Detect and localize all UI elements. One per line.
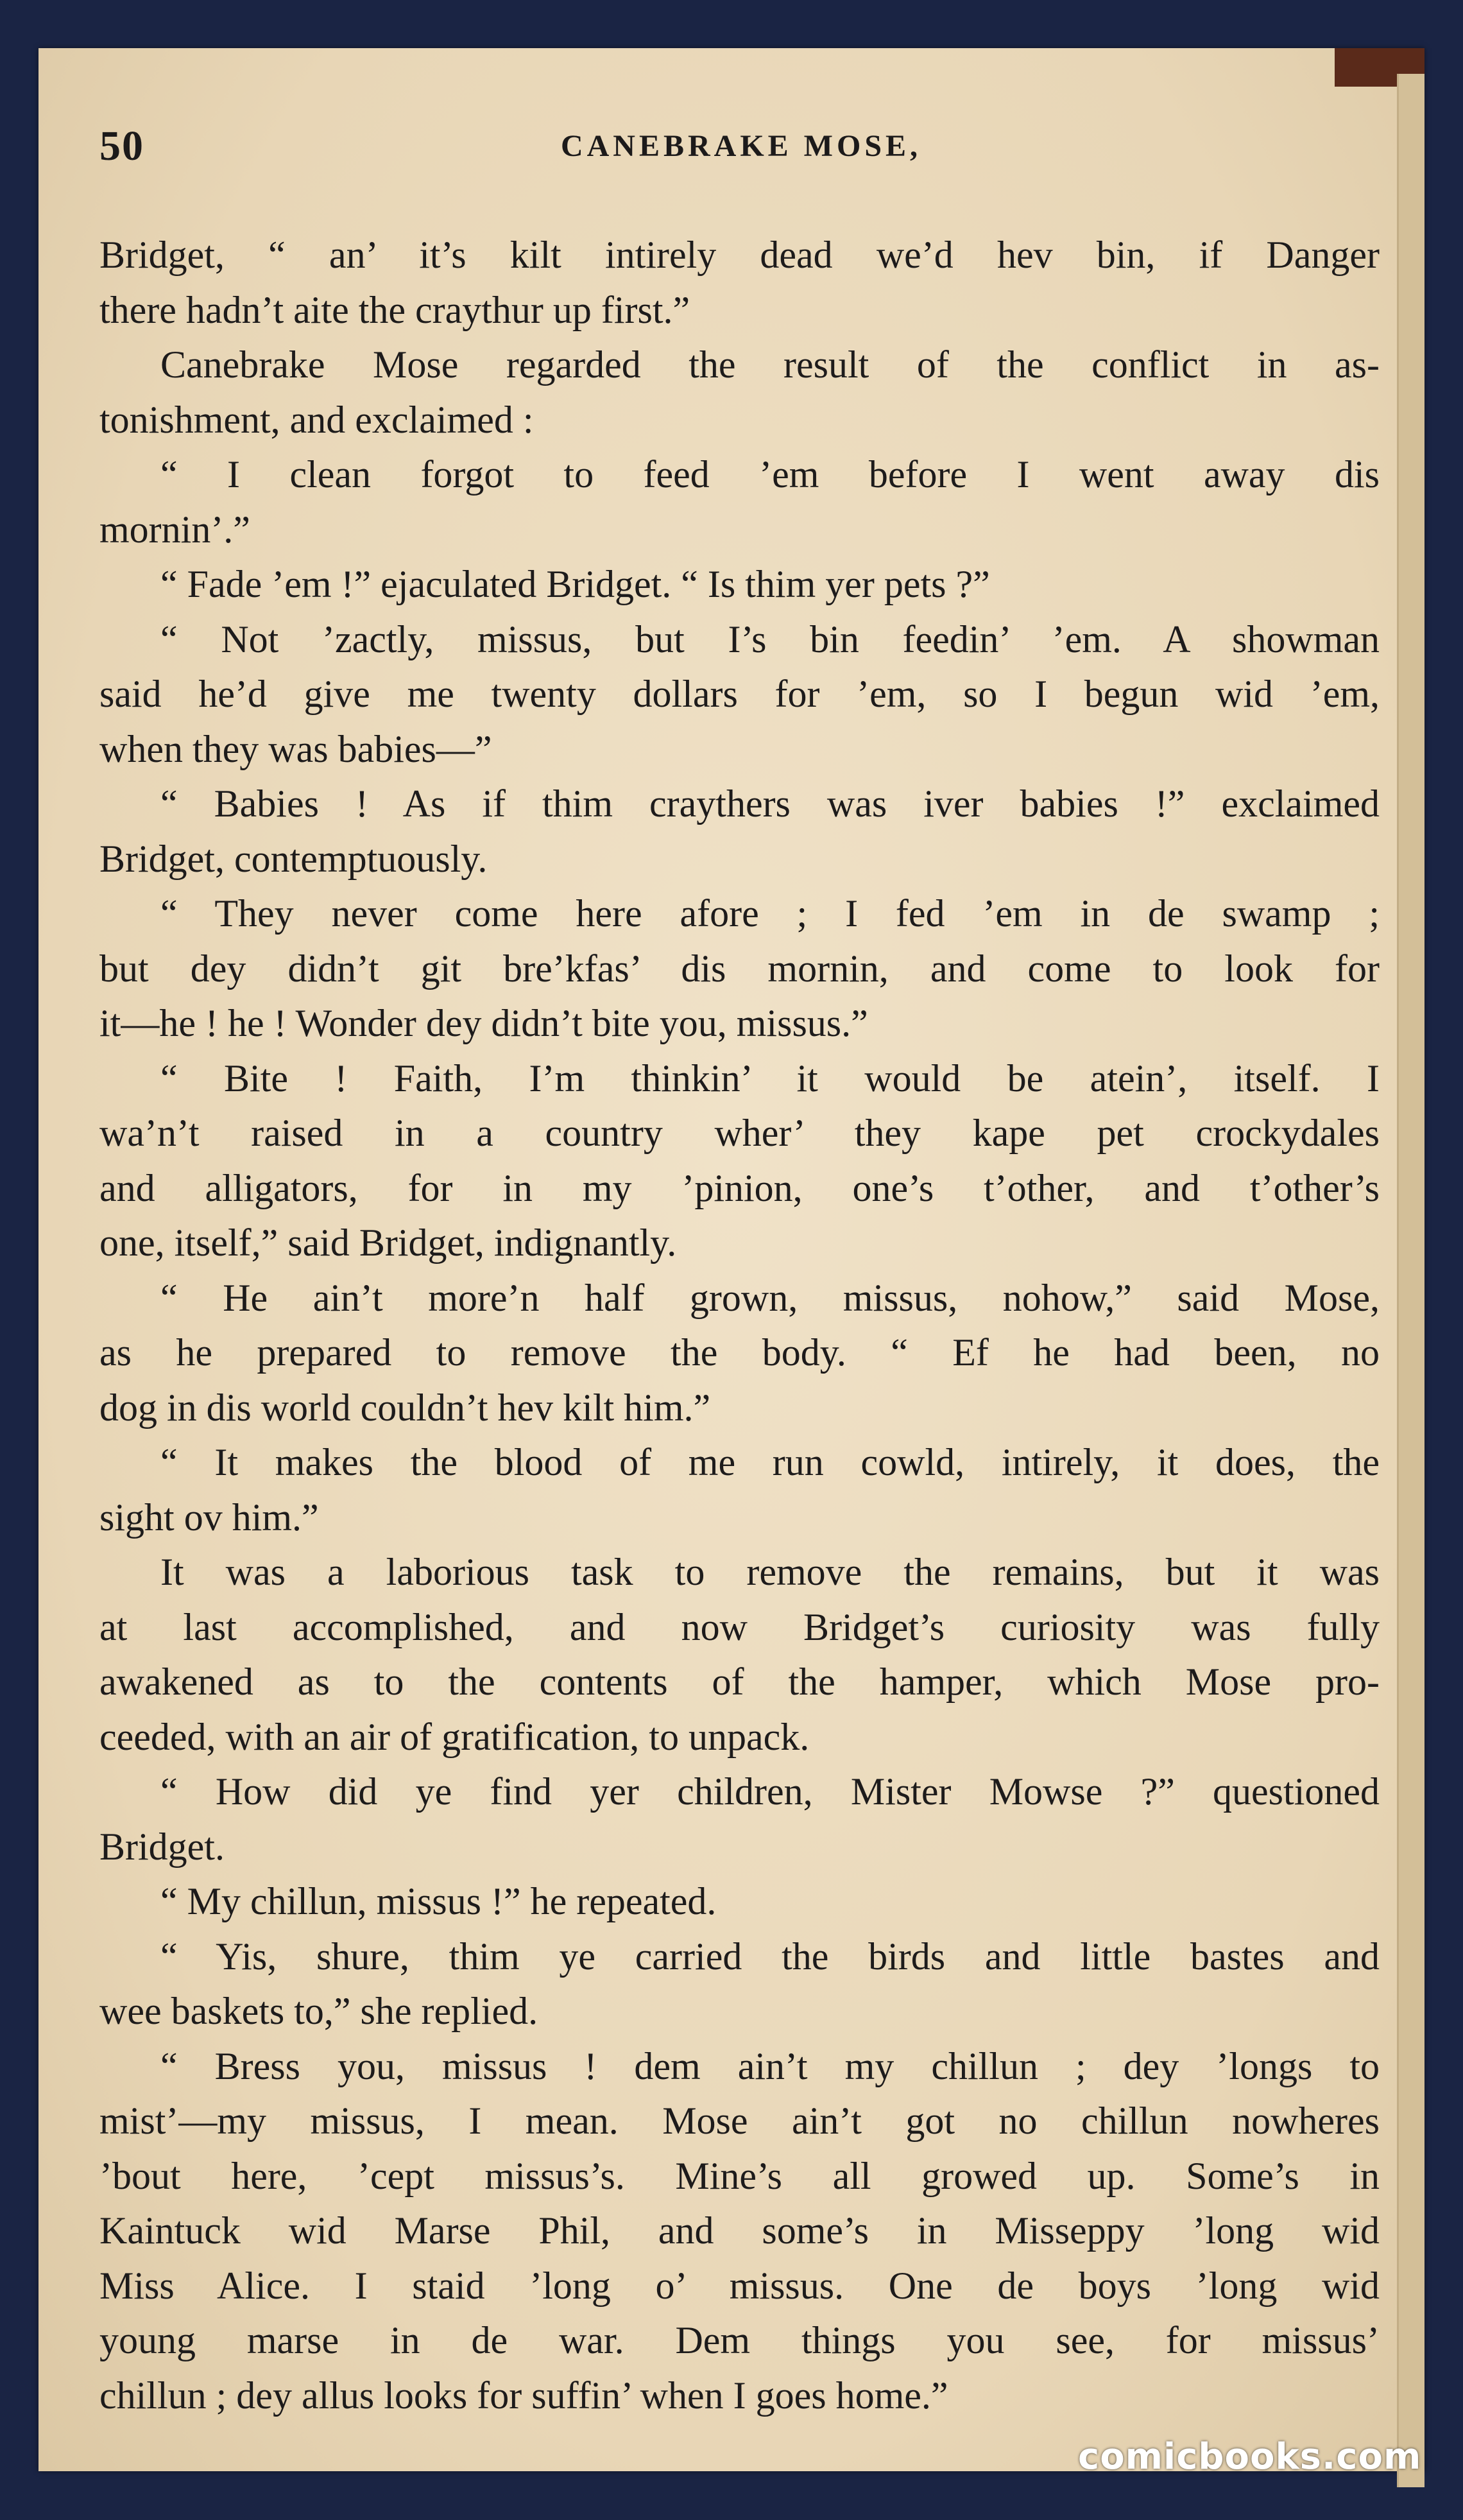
- text-line: when they was babies—”: [99, 727, 492, 770]
- text-line: It was a laborious task to remove the remains, but it was: [160, 1551, 1380, 1593]
- text-line: “ Yis, shure, thim ye carried the birds and little bastes and: [160, 1935, 1380, 1978]
- text-line: tonishment, and exclaimed :: [99, 398, 534, 441]
- text-line: chillun ; dey allus looks for suffin’ when I goes home.”: [99, 2374, 948, 2417]
- text-line: “ How did ye find yer children, Mister Mowse ?” questioned: [160, 1770, 1380, 1813]
- text-line: “ He ain’t more’n half grown, missus, nohow,” said Mose,: [160, 1276, 1380, 1319]
- text-line: mist’—my missus, I mean. Mose ain’t got no chillun nowheres: [99, 2100, 1380, 2142]
- text-line: awakened as to the contents of the hamper, which Mose pro-: [99, 1661, 1380, 1703]
- text-line: Kaintuck wid Marse Phil, and some’s in Misseppy ’long wid: [99, 2209, 1380, 2252]
- text-line: ceeded, with an air of gratification, to unpack.: [99, 1715, 810, 1758]
- text-line: and alligators, for in my ’pinion, one’s t’other, and t’other’s: [99, 1166, 1380, 1209]
- text-line: mornin’.”: [99, 508, 250, 551]
- text-line: dog in dis world couldn’t hev kilt him.”: [99, 1386, 711, 1429]
- text-line: as he prepared to remove the body. “ Ef he had been, no: [99, 1331, 1380, 1374]
- text-line: wee baskets to,” she replied.: [99, 1990, 538, 2032]
- text-line: at last accomplished, and now Bridget’s curiosity was fully: [99, 1605, 1380, 1648]
- watermark: comicbooks.com: [1078, 2436, 1422, 2478]
- text-line: it—he ! he ! Wonder dey didn’t bite you, missus.”: [99, 1002, 868, 1044]
- text-line: sight ov him.”: [99, 1496, 319, 1539]
- text-line: Bridget.: [99, 1825, 225, 1868]
- text-line: “ They never come here afore ; I fed ’em in de swamp ;: [160, 892, 1380, 935]
- text-line: “ My chillun, missus !” he repeated.: [160, 1880, 717, 1922]
- text-line: wa’n’t raised in a country wher’ they kape pet crockydales: [99, 1112, 1380, 1154]
- text-line: “ I clean forgot to feed ’em before I went away dis: [160, 453, 1380, 496]
- text-line: said he’d give me twenty dollars for ’em, so I begun wid ’em,: [99, 673, 1380, 715]
- text-line: “ Fade ’em !” ejaculated Bridget. “ Is thim yer pets ?”: [160, 563, 990, 605]
- text-line: “ Bite ! Faith, I’m thinkin’ it would be atein’, itself. I: [160, 1057, 1380, 1100]
- text-line: Bridget, contemptuously.: [99, 837, 488, 880]
- text-line: Canebrake Mose regarded the result of the conflict in as-: [160, 343, 1380, 386]
- text-line: but dey didn’t git bre’kfas’ dis mornin, and come to look for: [99, 947, 1380, 990]
- text-line: Miss Alice. I staid ’long o’ missus. One de boys ’long wid: [99, 2264, 1380, 2307]
- text-line: Bridget, “ an’ it’s kilt intirely dead we’d hev bin, if Danger: [99, 234, 1380, 276]
- text-line: one, itself,” said Bridget, indignantly.: [99, 1221, 677, 1264]
- text-line: “ It makes the blood of me run cowld, intirely, it does, the: [160, 1441, 1380, 1483]
- page-header: [99, 122, 1383, 173]
- text-line: “ Not ’zactly, missus, but I’s bin feedin’ ’em. A showman: [160, 617, 1380, 660]
- text-line: there hadn’t aite the craythur up first.”: [99, 288, 690, 331]
- text-line: young marse in de war. Dem things you see, for missus’: [99, 2319, 1380, 2361]
- text-line: “ Bress you, missus ! dem ain’t my chillun ; dey ’longs to: [160, 2044, 1380, 2087]
- running-head: CANEBRAKE MOSE,: [560, 129, 922, 163]
- page-number: 50: [99, 123, 144, 169]
- text-line: ’bout here, ’cept missus’s. Mine’s all growed up. Some’s in: [99, 2154, 1380, 2197]
- page-edge: [1397, 74, 1425, 2487]
- text-line: “ Babies ! As if thim craythers was iver babies !” exclaimed: [160, 782, 1380, 825]
- body-text: [99, 228, 1380, 2423]
